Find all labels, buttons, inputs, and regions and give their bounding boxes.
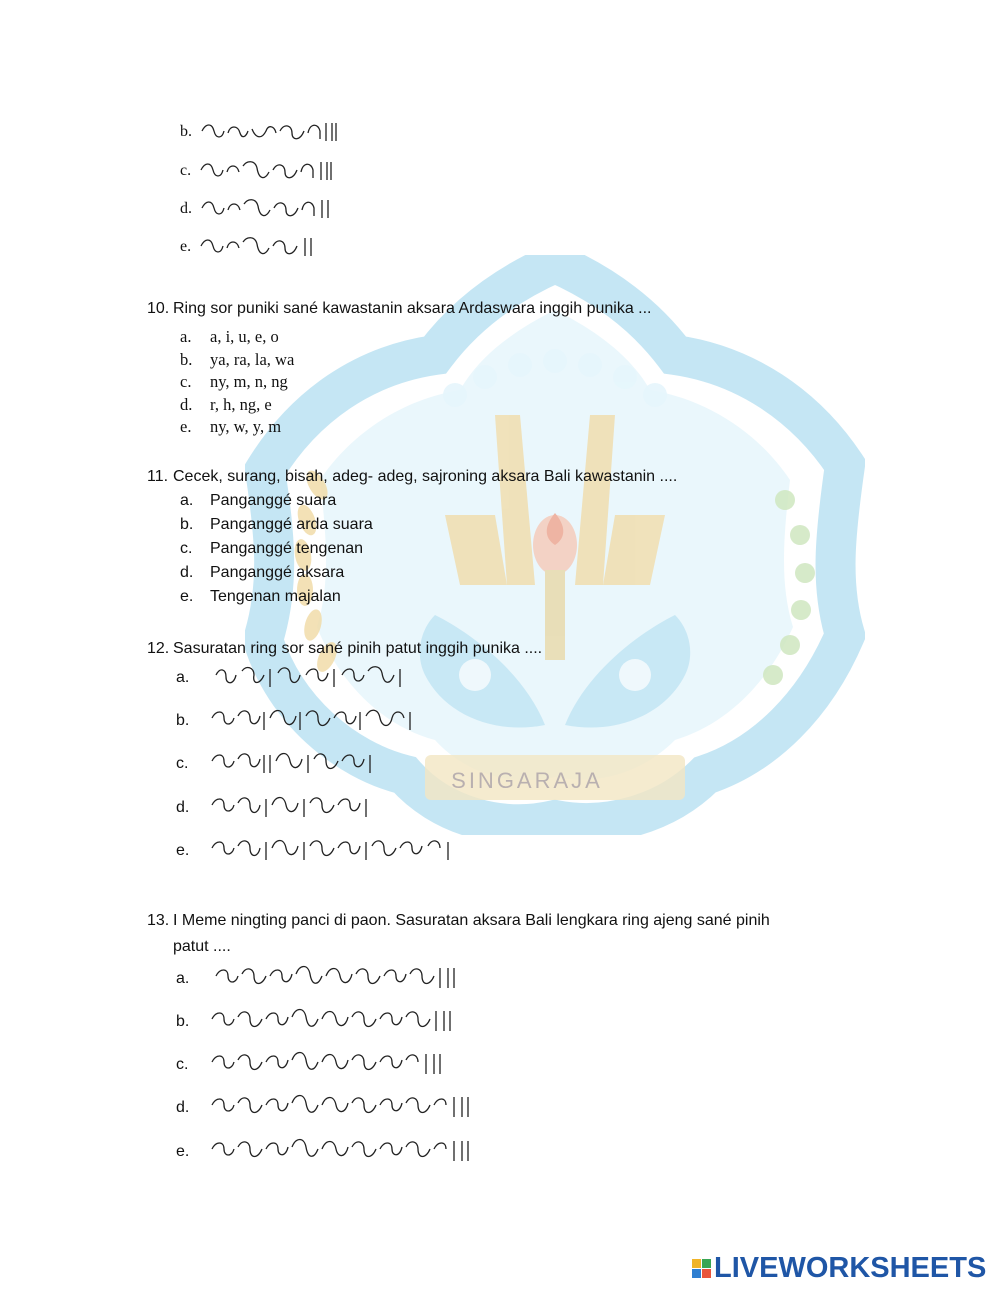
q13-option-a[interactable] [176,959,468,999]
option-letter: e. [180,588,194,605]
option-letter: a. [180,327,192,346]
q12-option-c[interactable] [176,744,388,784]
question-text-line2: patut .... [173,938,231,955]
option-letter: d. [176,1099,190,1116]
q13-option-c[interactable] [176,1045,458,1085]
balinese-script-text [199,158,344,184]
option-letter: c. [180,162,192,179]
option-letter: c. [176,1056,189,1073]
question-10 [147,298,652,320]
q9-option-e[interactable] [180,233,344,261]
option-letter: b. [176,712,190,729]
question-13-continued [173,938,863,956]
q11-option-a[interactable] [180,489,373,513]
question-text: Sasuratan ring sor sané pinih patut inggih punika .... [173,640,543,657]
q11-option-b[interactable] [180,513,373,537]
option-text: Panganggé suara [210,492,337,509]
balinese-script-text [208,834,458,868]
q12-option-a[interactable] [176,658,408,698]
q9-option-c[interactable] [180,157,344,185]
question-text-line1: I Meme ningting panci di paon. Sasuratan aksara Bali lengkara ring ajeng sané pinih [173,912,770,929]
option-letter: a. [180,492,194,509]
question-number: 12. [147,640,170,657]
option-text: ny, w, y, m [210,417,282,437]
balinese-script-text [200,196,345,222]
balinese-script-text [199,234,344,260]
liveworksheets-logo[interactable] [692,1252,986,1285]
balinese-script-text [208,661,408,695]
q11-option-c[interactable] [180,537,373,561]
option-text: ny, m, n, ng [210,372,288,392]
option-letter: d. [176,799,190,816]
balinese-script-text [208,791,388,825]
question-12 [147,638,542,660]
option-text: Panganggé arda suara [210,516,373,533]
balinese-script-text [208,704,418,738]
option-letter: b. [180,349,193,369]
option-letter: b. [180,516,194,533]
q9-option-b[interactable] [180,118,345,146]
q10-option-c[interactable] [180,371,294,394]
balinese-script-text [208,1135,483,1169]
q12-option-d[interactable] [176,788,388,828]
q10-option-a[interactable] [180,326,294,349]
option-letter: d. [180,394,193,414]
q10-option-d[interactable] [180,394,294,417]
balinese-script-text [208,747,388,781]
q9-option-d[interactable] [180,195,345,223]
question-11 [147,466,677,488]
q13-option-d[interactable] [176,1088,483,1128]
option-letter: b. [180,123,192,140]
watermark-label: SINGARAJA [451,768,603,793]
question-number: 11. [147,468,169,485]
q10-option-e[interactable] [180,416,294,439]
option-letter: a. [176,669,190,686]
q11-option-d[interactable] [180,561,373,585]
question-text: Ring sor puniki sané kawastanin aksara Ardaswara inggih punika ... [173,300,652,317]
option-letter: b. [176,1013,190,1030]
option-letter: e. [176,1143,190,1160]
option-letter: c. [180,372,192,392]
q13-option-b[interactable] [176,1002,468,1042]
option-letter: e. [180,238,192,255]
q12-option-e[interactable] [176,831,458,871]
balinese-script-text [208,1091,483,1125]
balinese-script-text [208,962,468,996]
option-text: Tengenan majalan [210,588,341,605]
question-number: 13. [147,912,170,929]
option-text: a, i, u, e, o [210,327,279,346]
balinese-script-text [200,119,345,145]
question-text: Cecek, surang, bisah, adeg- adeg, sajroning aksara Bali kawastanin .... [173,468,678,485]
option-letter: d. [180,564,194,581]
option-letter: e. [176,842,190,859]
question-13 [147,910,770,932]
q10-options [180,326,294,439]
brand-name: LIVEWORKSHEETS [714,1252,987,1284]
option-letter: e. [180,417,192,437]
option-letter: d. [180,200,192,217]
q11-options [180,489,373,609]
question-number: 10. [147,300,170,317]
balinese-script-text [208,1048,458,1082]
option-letter: a. [176,970,190,987]
option-text: r, h, ng, e [210,394,272,414]
logo-blocks-icon [692,1259,711,1278]
option-letter: c. [180,540,193,557]
q12-option-b[interactable] [176,701,418,741]
option-text: Panganggé tengenan [210,540,364,557]
option-letter: c. [176,755,189,772]
q11-option-e[interactable] [180,585,373,609]
q10-option-b[interactable] [180,349,294,372]
option-text: ya, ra, la, wa [210,349,295,369]
option-text: Panganggé aksara [210,564,345,581]
q13-option-e[interactable] [176,1132,483,1172]
balinese-script-text [208,1005,468,1039]
